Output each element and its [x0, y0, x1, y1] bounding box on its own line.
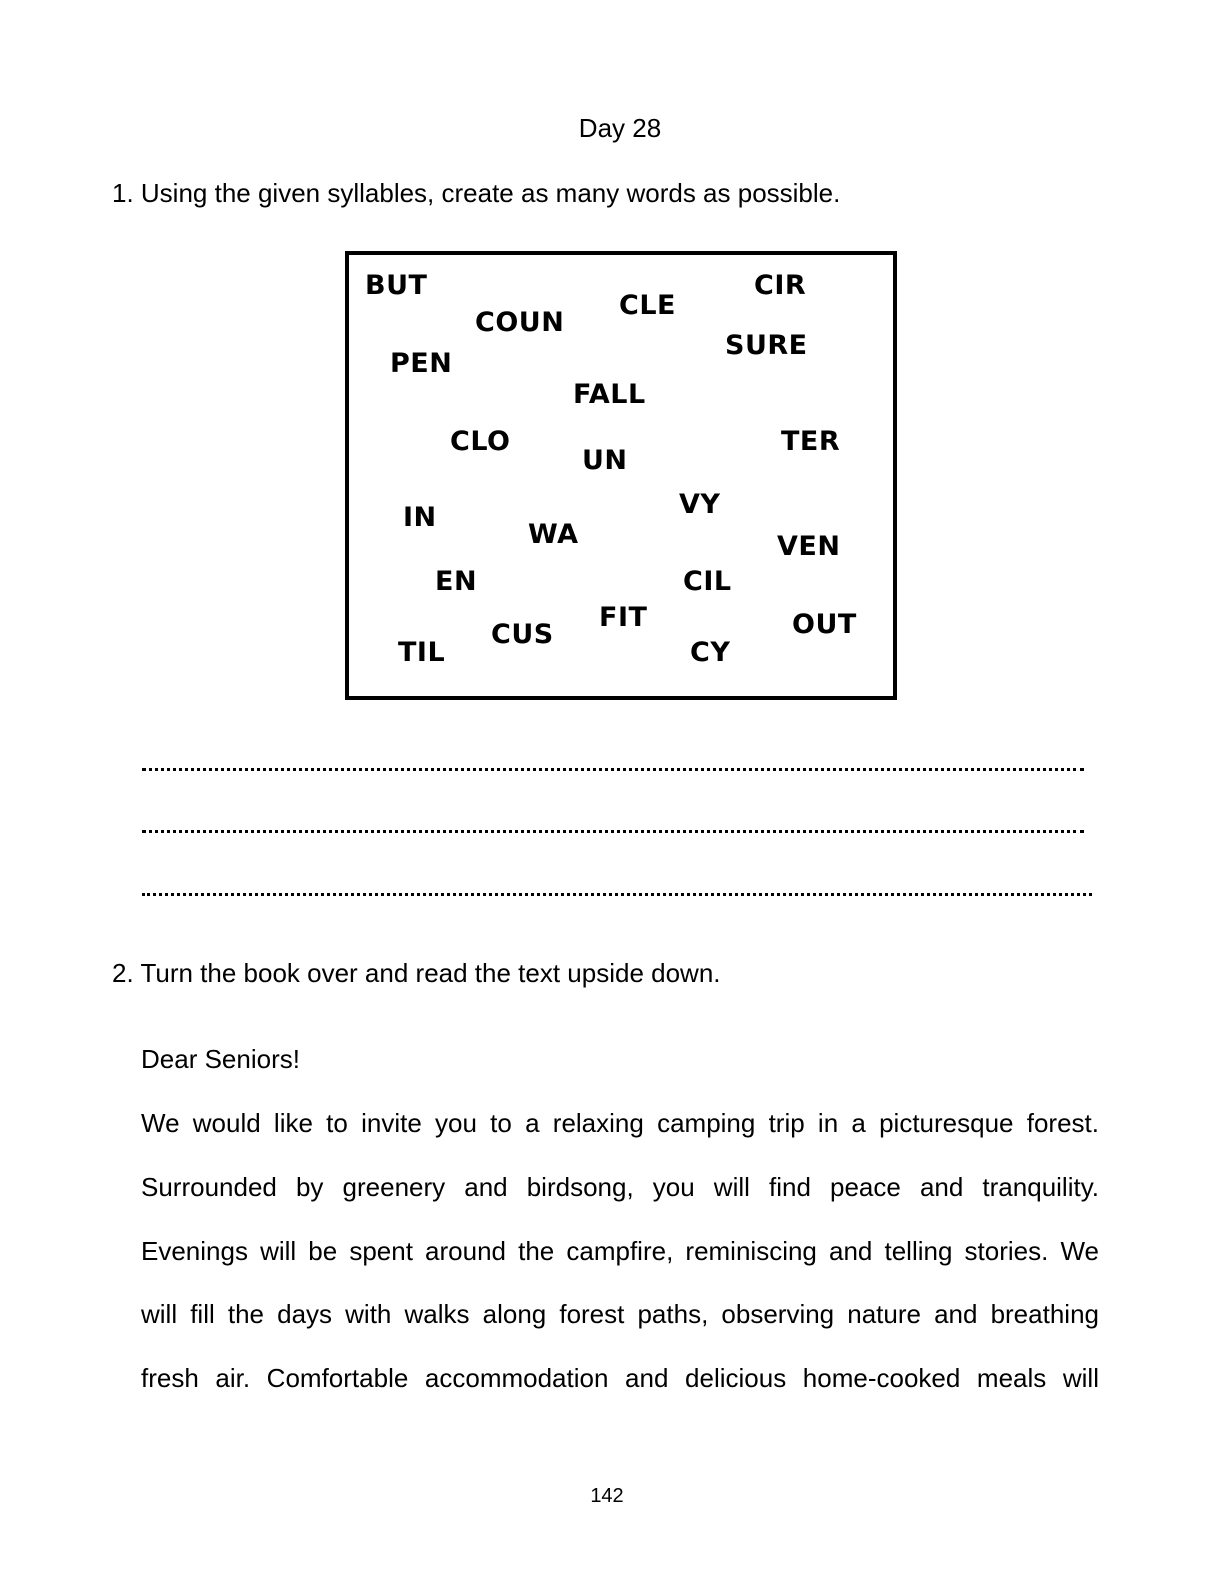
syllable: CIR: [754, 270, 807, 301]
syllable: CLE: [619, 290, 676, 321]
syllable: WA: [528, 519, 579, 550]
paragraph-line: Surrounded by greenery and birdsong, you will find peace and tranquility.: [141, 1172, 1099, 1202]
syllable: CY: [690, 637, 731, 668]
syllable: PEN: [390, 348, 453, 379]
syllable: COUN: [475, 307, 565, 338]
syllable: FALL: [573, 379, 646, 410]
paragraph-line: fresh air. Comfortable accommodation and delicious home-cooked meals will: [141, 1363, 1099, 1393]
question-1: 1. Using the given syllables, create as many words as possible.: [112, 178, 841, 208]
syllable: CLO: [450, 426, 511, 457]
syllable: VEN: [777, 531, 841, 562]
syllable: TER: [781, 426, 841, 457]
syllable: UN: [582, 445, 628, 476]
answer-line-3[interactable]: [142, 893, 1092, 896]
syllable: SURE: [725, 330, 808, 361]
paragraph-line: Evenings will be spent around the campfire, reminiscing and telling stories. We: [141, 1236, 1099, 1266]
page-title: Day 28: [578, 113, 662, 143]
syllable: IN: [403, 502, 437, 533]
syllable: FIT: [599, 602, 648, 633]
syllable: VY: [679, 489, 721, 520]
syllable: BUT: [365, 270, 428, 301]
paragraph-line: We would like to invite you to a relaxing camping trip in a picturesque forest.: [141, 1108, 1099, 1138]
paragraph-line: will fill the days with walks along forest paths, observing nature and breathing: [141, 1299, 1099, 1329]
answer-line-2[interactable]: [142, 830, 1084, 833]
page-number: 142: [590, 1485, 624, 1507]
syllable: TIL: [398, 637, 446, 668]
greeting: Dear Seniors!: [141, 1044, 300, 1074]
syllable: CIL: [683, 566, 732, 597]
syllable: OUT: [792, 609, 857, 640]
syllable: EN: [435, 566, 478, 597]
question-2: 2. Turn the book over and read the text upside down.: [112, 958, 721, 988]
answer-line-1[interactable]: [142, 768, 1084, 771]
syllable: CUS: [491, 619, 554, 650]
